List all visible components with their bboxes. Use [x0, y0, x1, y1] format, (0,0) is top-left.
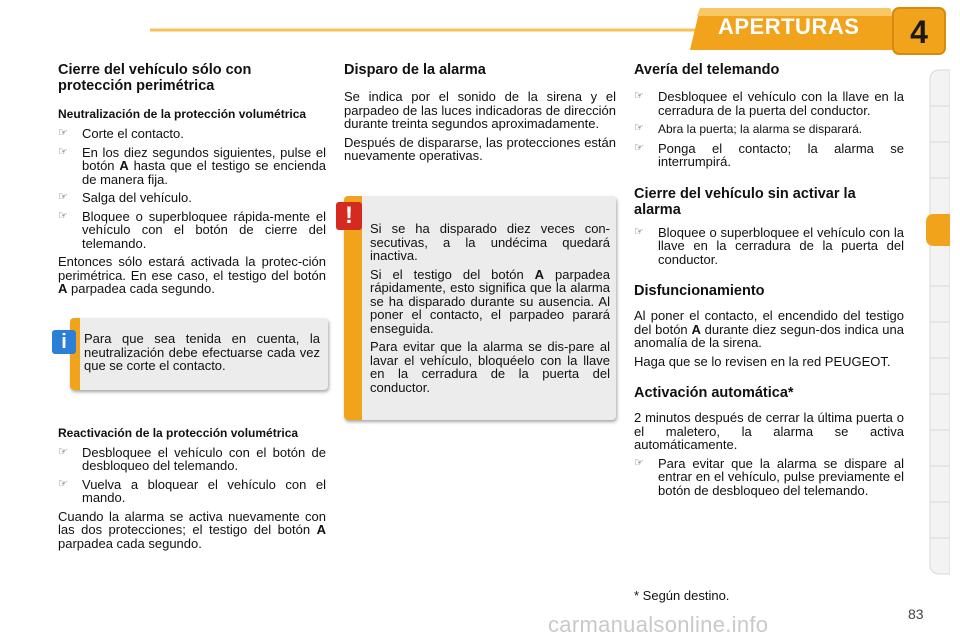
remote-failure-steps [634, 90, 904, 169]
list-item: ☞ Salga del vehículo. [58, 190, 192, 205]
button-letter: A [58, 281, 68, 296]
paragraph: Al poner el contacto, el encendido del testigo del botón A durante diez segun-dos indica una anomalía de la sirena. [634, 308, 904, 350]
chapter-tabs [924, 66, 950, 578]
lock-without-alarm-steps [634, 226, 904, 267]
pointing-hand-icon: ☞ [58, 477, 68, 490]
paragraph: Si se ha disparado diez veces con-secutivas, a la undécima quedará inactiva. [370, 221, 610, 263]
pointing-hand-icon: ☞ [634, 456, 644, 469]
info-note-box [70, 318, 328, 390]
paragraph: Haga que se lo revisen en la red PEUGEOT. [634, 353, 891, 369]
info-note-text: Para que sea tenida en cuenta, la neutralización debe efectuarse cada vez que se corte el contacto. [84, 331, 320, 373]
pointing-hand-icon: ☞ [58, 209, 68, 222]
pointing-hand-icon: ☞ [634, 141, 644, 154]
button-letter: A [691, 321, 701, 337]
section-title-auto-activation: Activación automática* [634, 385, 794, 401]
pointing-hand-icon: ☞ [58, 145, 68, 158]
button-letter: A [534, 266, 545, 282]
auto-activation-steps [634, 457, 904, 498]
pointing-hand-icon: ☞ [634, 225, 644, 238]
paragraph: 2 minutos después de cerrar la última puerta o el maletero, la alarma se activa automáticamente. [634, 410, 904, 452]
paragraph: Después de dispararse, las protecciones están nuevamente operativas. [344, 134, 616, 163]
list-item: ☞ Desbloquee el vehículo con el botón de desbloqueo del telemando. [58, 444, 326, 473]
column-middle [344, 62, 616, 168]
column-left [58, 62, 326, 555]
pointing-hand-icon: ☞ [58, 191, 68, 203]
list-item: ☞ Bloquee o superbloquee rápida-mente el vehículo con el botón de cierre del telemando. [58, 208, 326, 251]
section-title-remote-failure: Avería del telemando [634, 62, 780, 78]
paragraph: Se indica por el sonido de la sirena y el parpadeo de las luces indicadoras de dirección durante treinta segundos aproximadamente. [344, 89, 616, 131]
list-item: ☞ Bloquee o superbloquee el vehículo con la llave en la cerradura de la puerta del conductor. [634, 224, 904, 267]
watermark: carmanualsonline.info [548, 612, 769, 637]
column-right [634, 62, 904, 502]
button-letter: A [316, 522, 326, 537]
list-item: ☞ En los diez segundos siguientes, pulse el botón A hasta que el testigo se encienda de manera fija. [58, 144, 326, 187]
pointing-hand-icon: ☞ [634, 122, 644, 134]
paragraph: Entonces sólo estará activada la protec-ción perimétrica. En ese caso, el testigo del botón A parpadea cada segundo. [58, 254, 326, 296]
section-title-malfunction: Disfuncionamiento [634, 283, 765, 299]
pointing-hand-icon: ☞ [58, 445, 68, 458]
subsection-reactivation: Reactivación de la protección volumétrica [58, 425, 299, 440]
list-item: ☞ Para evitar que la alarma se dispare al entrar en el vehículo, pulse previamente el botón de desbloqueo del telemando. [634, 455, 904, 498]
warning-note-box [344, 196, 616, 420]
list-item: ☞ Desbloquee el vehículo con la llave en la cerradura de la puerta del conductor. [634, 89, 904, 118]
note-stripe [70, 318, 80, 390]
paragraph: Para evitar que la alarma se dis-pare al lavar el vehículo, bloquéelo con la llave en la cerradura de la puerta del conductor. [370, 339, 610, 395]
reactivation-steps [58, 446, 326, 505]
warning-icon: ! [336, 202, 362, 230]
pointing-hand-icon: ☞ [634, 90, 644, 102]
section-title-alarm-trigger: Disparo de la alarma [344, 62, 486, 78]
paragraph: Cuando la alarma se activa nuevamente con las dos protecciones; el testigo del botón A parpadea cada segundo. [58, 508, 326, 551]
list-item: ☞ Abra la puerta; la alarma se disparará. [634, 122, 863, 136]
list-item: ☞ Corte el contacto. [58, 126, 184, 141]
section-title-lock-without-alarm: Cierre del vehículo sin activar la alarma [634, 185, 856, 218]
paragraph: Si el testigo del botón A parpadea rápidamente, esto significa que la alarma se ha disparado durante su ausencia. Al poner el contacto, el parpadeo parará enseguida. [370, 266, 610, 336]
pointing-hand-icon: ☞ [58, 127, 68, 139]
footnote: * Según destino. [634, 588, 730, 603]
warning-note-text [370, 222, 610, 399]
section-title-perimetric: Cierre del vehículo sólo con protección perimétrica [58, 62, 252, 94]
list-item: ☞ Vuelva a bloquear el vehículo con el mando. [58, 476, 326, 505]
chapter-number: 4 [910, 14, 928, 50]
button-letter: A [119, 158, 129, 173]
info-icon: i [52, 330, 76, 354]
page-number: 83 [908, 606, 924, 622]
neutralization-steps [58, 127, 326, 250]
list-item: ☞ Ponga el contacto; la alarma se interrumpirá. [634, 140, 904, 169]
chapter-title: APERTURAS [718, 14, 860, 39]
subsection-neutralization: Neutralización de la protección volumétrica [58, 107, 307, 121]
